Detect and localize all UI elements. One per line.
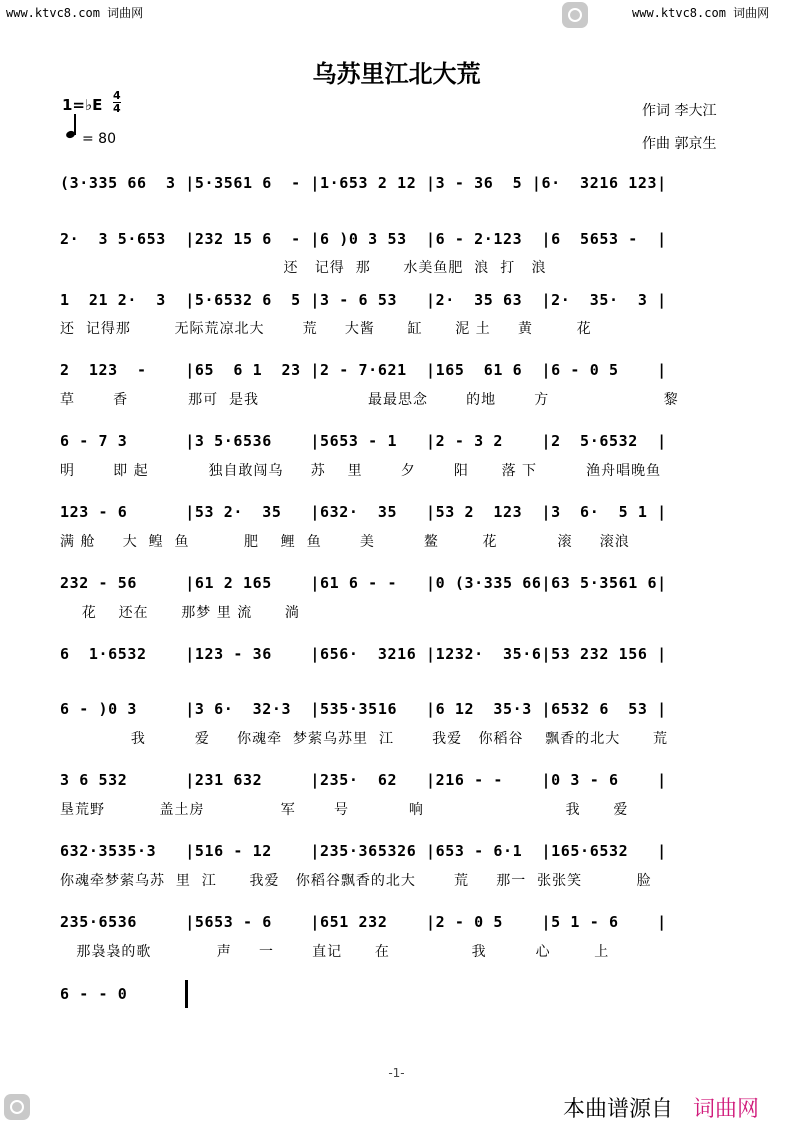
lyrics-line: 明 即 起 独自敢闯乌 苏 里 夕 阳 落 下 渔舟唱晚鱼 bbox=[60, 463, 662, 479]
site-logo-bottom-icon bbox=[4, 1094, 30, 1120]
time-signature: $\frac{4}{4}$ bbox=[113, 89, 121, 115]
song-title: 乌苏里江北大荒 bbox=[312, 60, 481, 88]
final-barline bbox=[185, 980, 188, 1008]
notes-line: 2 123 - |65 6 1 23 |2 - 7·621 |165 61 6 |6 - 0 5 | bbox=[60, 361, 667, 379]
page-number: -1- bbox=[388, 1066, 405, 1080]
notes-line: 3 6 532 |231 632 |235· 62 |216 - - |0 3 - 6 | bbox=[60, 771, 667, 789]
lyrics-line: 你魂牵梦萦乌苏 里 江 我爱 你稻谷飘香的北大 荒 那一 张张笑 脸 bbox=[60, 873, 652, 889]
notes-line: 6 - 7 3 |3 5·6536 |5653 - 1 |2 - 3 2 |2 5·6532 | bbox=[60, 432, 667, 450]
lyrics-line: 满 舱 大 鳇 鱼 肥 鲤 鱼 美 鳌 花 滚 滚浪 bbox=[60, 534, 630, 550]
notes-line: 2· 3 5·653 |232 15 6 - |6 )0 3 53 |6 - 2·123 |6 5653 - | bbox=[60, 230, 667, 248]
source-prefix: 本曲谱源自 bbox=[563, 1097, 674, 1122]
lyricist: 作词 李大江 bbox=[642, 103, 717, 119]
quarter-note-head-icon bbox=[65, 130, 76, 140]
site-logo-icon bbox=[562, 2, 588, 28]
lyrics-line: 还 记得那 无际荒凉北大 荒 大酱 缸 泥 土 黄 花 bbox=[60, 321, 592, 337]
notes-line: 1 21 2· 3 |5·6532 6 5 |3 - 6 53 |2· 35 63 |2· 35· 3 | bbox=[60, 291, 667, 309]
notes-line: 6 - - 0 bbox=[60, 985, 128, 1003]
notes-line: 232 - 56 |61 2 165 |61 6 - - |0 (3·335 66|63 5·3561 6| bbox=[60, 574, 667, 592]
lyrics-line: 还 记得 那 水美鱼肥 浪 打 浪 bbox=[60, 260, 547, 276]
lyrics-line: 草 香 那可 是我 最最思念 的地 方 黎 bbox=[60, 392, 679, 408]
lyrics-line: 花 还在 那梦 里 流 淌 bbox=[60, 605, 300, 621]
lyrics-line: 垦荒野 盖土房 军 号 响 我 爱 bbox=[60, 802, 629, 818]
source-brand[interactable]: 词曲网 bbox=[693, 1097, 760, 1122]
lyrics-line: 那袅袅的歌 声 一 直记 在 我 心 上 bbox=[60, 944, 610, 960]
tempo: = 80 bbox=[82, 131, 116, 147]
source-credit bbox=[563, 1092, 759, 1123]
watermark-left: www.ktvc8.com 词曲网 bbox=[6, 6, 144, 20]
watermark-right: www.ktvc8.com 词曲网 bbox=[632, 6, 770, 20]
notes-line: (3·335 66 3 |5·3561 6 - |1·653 2 12 |3 - 36 5 |6· 3216 123| bbox=[60, 174, 667, 192]
notes-line: 6 - )0 3 |3 6· 32·3 |535·3516 |6 12 35·3 |6532 6 53 | bbox=[60, 700, 667, 718]
notes-line: 6 1·6532 |123 - 36 |656· 3216 |1232· 35·6|53 232 156 | bbox=[60, 645, 667, 663]
key-signature: 1=♭E bbox=[62, 96, 103, 114]
notes-line: 123 - 6 |53 2· 35 |632· 35 |53 2 123 |3 6· 5 1 | bbox=[60, 503, 667, 521]
composer: 作曲 郭京生 bbox=[642, 136, 717, 152]
notes-line: 235·6536 |5653 - 6 |651 232 |2 - 0 5 |5 1 - 6 | bbox=[60, 913, 667, 931]
lyrics-line: 我 爱 你魂牵 梦萦乌苏里 江 我爱 你稻谷 飘香的北大 荒 bbox=[60, 731, 668, 747]
notes-line: 632·3535·3 |516 - 12 |235·365326 |653 - 6·1 |165·6532 | bbox=[60, 842, 667, 860]
